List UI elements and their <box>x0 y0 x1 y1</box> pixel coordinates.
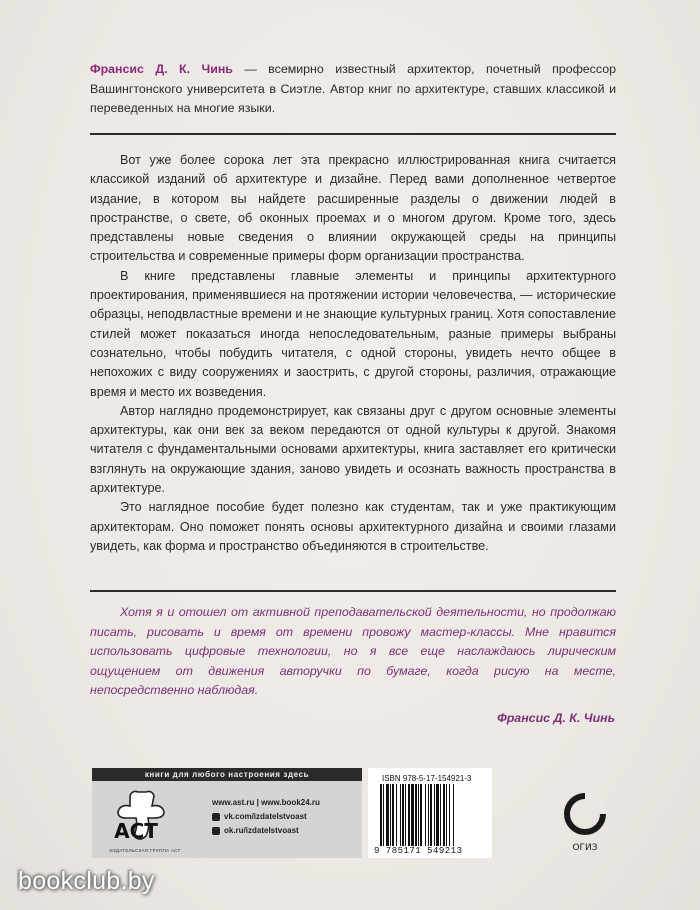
publisher-slogan: книги для любого настроения здесь <box>92 768 362 781</box>
publisher-links <box>212 796 320 838</box>
barcode-digits: 9 785171 549213 <box>374 846 463 856</box>
paragraph-2: В книге представлены главные элементы и принципы архитектурного проектирования, применявшиеся на протяжении истории человечества, — исторические образцы, неподвластные времени и не знающие культурных границ. Хотя сопоставление стилей может показаться иногда непоследовательным, разные примеры выбраны сознательно, чтобы побудить читателя, с одной стороны, увидеть нечто общее в непохожих с виду сооружениях и заострить, с другой стороны, различия, отражающие время и место их возведения. <box>90 268 616 399</box>
quote-author: Франсис Д. К. Чинь <box>497 711 615 725</box>
ast-logo-text: АСТ <box>114 819 158 843</box>
annotation-text <box>90 151 616 556</box>
isbn-label: ISBN 978-5-17-154921-3 <box>382 774 472 783</box>
barcode-icon <box>378 784 482 846</box>
publisher-site[interactable]: www.ast.ru | www.book24.ru <box>212 798 320 807</box>
ok-icon <box>212 827 220 835</box>
publisher-caption: ИЗДАТЕЛЬСКАЯ ГРУППА АСТ <box>109 848 181 853</box>
watermark: bookclub.by <box>18 867 155 895</box>
bottom-divider <box>90 590 616 592</box>
vk-icon <box>212 813 220 821</box>
publisher-block <box>92 768 362 858</box>
author-name: Франсис Д. К. Чинь <box>90 62 233 76</box>
author-bio <box>90 60 616 119</box>
top-divider <box>90 133 616 135</box>
ast-logo-icon <box>106 788 176 848</box>
isbn-barcode-block <box>368 768 492 858</box>
ok-link[interactable]: ok.ru/izdatelstvoast <box>212 824 320 838</box>
author-quote <box>90 603 616 701</box>
vk-link[interactable]: vk.com/izdatelstvoast <box>212 810 320 824</box>
ogiz-logo-icon <box>560 790 610 860</box>
ogiz-logo-text: ОГИЗ <box>572 843 598 853</box>
paragraph-3: Автор наглядно продемонстрирует, как связаны друг с другом основные элементы архитектуры, как они век за веком передаются от одной культуры к другой. Знакомя читателя с фундаментальными основами архитектуры, книга заставляет его критически взглянуть на окружающие здания, заново увидеть и осознать важность пространства в архитектуре. <box>90 403 616 496</box>
quote-text: Хотя я и отошел от активной преподавательской деятельности, но продолжаю писать, рисовать и время от времени провожу мастер-классы. Мне нравится использовать цифровые технологии, но я все еще наслаждаюсь лирическим ощущением от движения авторучки по бумаге, когда рисую на месте, непосредственно наблюдая. <box>90 605 616 697</box>
paragraph-1: Вот уже более сорока лет эта прекрасно иллюстрированная книга считается классикой изданий об архитектуре и дизайне. Перед вами дополненное четвертое издание, в котором вы найдете расширенные разделы о движении людей в пространстве, о свете, об оконных проемах и о многом другом. Кроме того, здесь представлены новые сведения о влиянии окружающей среды на принципы строительства и современные примеры форм организации пространства. <box>90 153 616 264</box>
author-bio-text: — всемирно известный архитектор, почетный профессор Вашингтонского университета в Сиэтле. Автор книг по архитектуре, ставших классикой и переведенных на многие языки. <box>90 62 616 115</box>
paragraph-4: Это наглядное пособие будет полезно как студентам, так и уже практикующим архитекторам. Оно поможет понять основы архитектурного дизайна и своими глазами увидеть, как форма и пространство объединяются в строительстве. <box>90 500 616 553</box>
